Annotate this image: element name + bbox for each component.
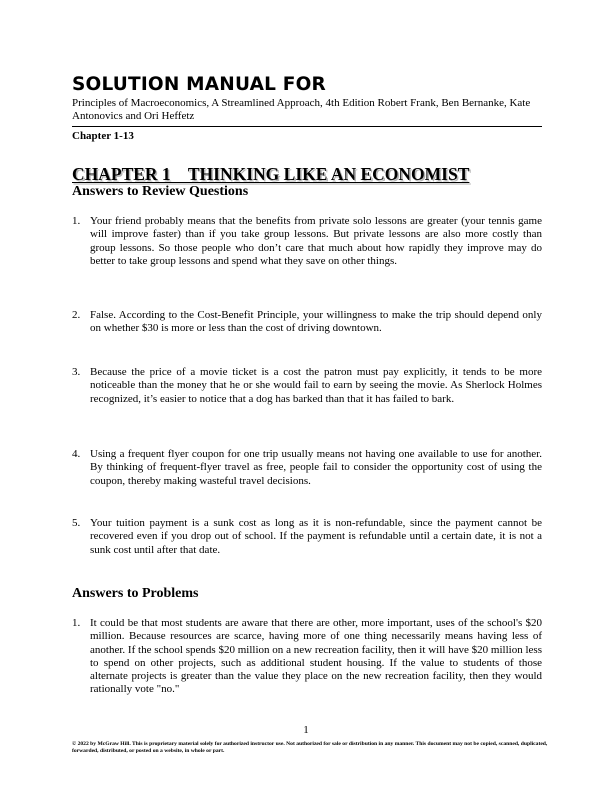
- problem-answer-1: [72, 617, 542, 697]
- review-answer-2: [72, 309, 542, 336]
- answer-number: 1.: [72, 215, 81, 227]
- answer-number: 5.: [72, 517, 81, 529]
- answer-number: 1.: [72, 617, 81, 629]
- chapter-range: Chapter 1-13: [72, 130, 134, 142]
- answer-number: 4.: [72, 448, 81, 460]
- answer-text: Using a frequent flyer coupon for one trip usually means not having one available to use for another. By thinking of frequent-flyer travel as free, people fail to consider the opportunity cost of using the coupon, thereby making wasteful travel decisions.: [90, 448, 542, 487]
- book-subtitle: Principles of Macroeconomics, A Streamlined Approach, 4th Edition Robert Frank, Ben Bernanke, Kate Antonovics and Ori Heffetz: [72, 97, 531, 122]
- problems-section-heading: Answers to Problems: [72, 586, 199, 601]
- answer-text: Because the price of a movie ticket is a cost the patron must pay explicitly, it tends to be more noticeable than the money that he or she would fail to earn by seeing the movie. As Sherlock Holmes recognized, it’s easier to notice that a dog has barked than that it has failed to bark.: [90, 366, 542, 405]
- chapter-heading: CHAPTER 1 THINKING LIKE AN ECONOMIST: [72, 164, 470, 184]
- review-answer-4: [72, 448, 542, 488]
- answer-text: Your friend probably means that the benefits from private solo lessons are greater (your tennis game will improve faster) than if you take group lessons. But private lessons are also more costly than group lessons. So those people who don’t care that much about how rapidly they improve may do better to take group lessons and spend what they save on other things.: [90, 215, 542, 267]
- answer-number: 2.: [72, 309, 81, 321]
- header-divider: [72, 126, 542, 127]
- review-answer-1: [72, 215, 542, 268]
- review-section-heading: Answers to Review Questions: [72, 184, 249, 199]
- answer-text: Your tuition payment is a sunk cost as long as it is non-refundable, since the payment cannot be recovered even if you drop out of school. If the payment is refundable until a certain date, it is not a sunk cost until after that date.: [90, 517, 542, 556]
- page-number: 1: [303, 724, 309, 736]
- copyright-notice: © 2022 by McGraw Hill. This is proprietary material solely for authorized instructor use. Not authorized for sale or distribution in any manner. This document may not be copied, scanned, duplicated, forwarded, distributed, or posted on a website, in whole or part.: [72, 741, 548, 754]
- manual-title: SOLUTION MANUAL FOR: [72, 74, 326, 95]
- review-answer-5: [72, 517, 542, 557]
- answer-number: 3.: [72, 366, 81, 378]
- answer-text: False. According to the Cost-Benefit Principle, your willingness to make the trip should depend only on whether $30 is more or less than the cost of driving downtown.: [90, 309, 542, 335]
- review-answer-3: [72, 366, 542, 406]
- answer-text: It could be that most students are aware that there are other, more important, uses of the school's $20 million. Because resources are scarce, having more of one thing necessarily means having less of another. If the school spends $20 million on a new recreation facility, then it will have $20 million less to spend on other projects, such as additional student housing. If the value to students of those alternate projects is greater than the value they place on the new recreation facility, then they would rationally vote "no.": [90, 617, 542, 696]
